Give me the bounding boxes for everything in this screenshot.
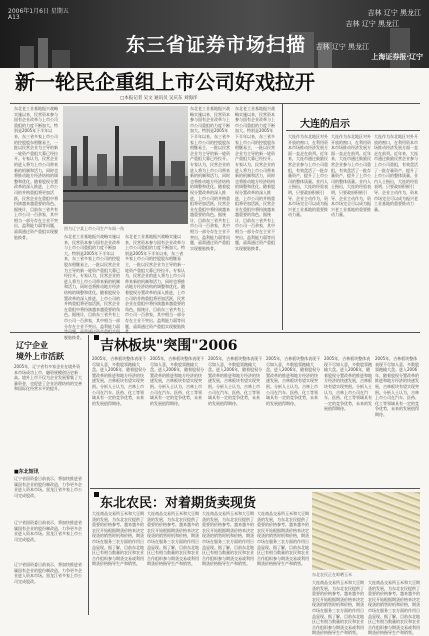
divider bbox=[10, 103, 420, 104]
corn-photo-caption: 东北农民正在晾晒玉米 bbox=[312, 572, 352, 577]
banner-ticker: 上海证券报·辽宁 bbox=[371, 53, 423, 61]
section-marker-icon bbox=[94, 492, 99, 497]
section-c-text-col4: 2005年，吉林板块整体表现不尽如人意，多数股票跑输大盘。进入2006年，随着股权分置改革的推进和地方经济的快速发展，吉林板块有望实现突围。分析人士认为，吉林上市公司在汽车、医药、化工等领域具有一定的竞争优势，未来的发展值得期待。 bbox=[266, 356, 321, 406]
main-article-text-col4: 东北老工业基地振兴战略实施以来，民营资本参与国有企业改革与上市公司重组的力度不断加大。特别是2005年下半年以来，东三省多家上市公司的控股股东相继易主，一批以民营企业为主导的新一轮资产重组大幕已经拉开。专家认为，民营企业的进入将为上市公司带来新的机制和活力，同时也将推动地方经济结构的调整和优化。随着股权分置改革的深入推进，上市公司的并购重组将更加活跃，民营企业在重组中将扮演越来越重要的角色。据统计，目前东三省共有上市公司一百余家，其中相当一部分存在主业不突出、盈利能力弱 脱胎换骨。 bbox=[64, 234, 120, 340]
section-marker-icon bbox=[94, 335, 99, 340]
section-title: 东三省证券市场扫描 bbox=[126, 34, 307, 56]
photo-caption: 图为辽宁某上市公司生产车间一角 bbox=[64, 226, 124, 231]
corn-photo bbox=[312, 492, 420, 570]
section-d-text: 大连商品交易所玉米和大豆期货的发展，为东北农民提供了重要的价格参考。越来越多的农民开始根据期货价格来决定现货的销售时机和价格，期货市场在服务三农方面的作用日益显现。据了解，目前东北地区已有相当数量的农民和农业合作组织参与期货交易或利用期货价格指导生产和销售。 bbox=[92, 511, 144, 567]
factory-photo bbox=[63, 106, 188, 224]
column-divider bbox=[88, 335, 89, 615]
section-d-text-col6: 大连商品交易所玉米和大豆期货的发展，为东北农民提供了重要的价格参考。越来越多的农民开始根据期货价格来决定现货的销售时机和价格，期货市场在服务三农方面的作用日益显现。据了解，目前东北地区已有相当数量的农民和农业合作组织参与期货交易或利用期货价格指导生产和销售。 bbox=[368, 580, 420, 636]
main-headline: 新一轮民企重组上市公司好戏拉开 bbox=[15, 70, 315, 94]
banner-ticker: 吉林 辽宁 黑龙江 bbox=[367, 9, 421, 17]
section-a-text: 大连作为东北地区对外开放的窗口，在利用资本市场推动经济发展方面一直走在前列。近年来，大连市通过鼓励民营企业参与上市公司重组，有效盘活了一批存量资产，提升了上市公司的整体质量。业内人士指出，大连的经验表明，只要政府积极引导、企业主动作为，资本市场完全可以成为振兴老工业基地的重要推动力量。 bbox=[288, 134, 328, 218]
banner-ticker: 吉林 辽宁 黑龙江 bbox=[345, 20, 399, 28]
section-c-text-col2: 2005年，吉林板块整体表现不尽如人意，多数股票跑输大盘。进入2006年，随着股权分置改革的推进和地方经济的快速发展，吉林板块有望实现突围。分析人士认为，吉林上市公司在汽车、医药、化工等领域具有一定的竞争优势，未来的发展值得期待。 bbox=[150, 356, 205, 406]
section-c-text-col5: 2005年，吉林板块整体表现不尽如人意，多数股票跑输大盘。进入2006年，随着股权分置改革的推进和地方经济的快速发展，吉林板块有望实现突围。分析人士认为，吉林上市公司在汽车、医药、化工等领域具有一定的竞争优势，未来的发展值得期待。 bbox=[324, 356, 372, 412]
section-c-text: 2005年，吉林板块整体表现不尽如人意，多数股票跑输大盘。进入2006年，随着股权分置改革的推进和地方经济的快速发展，吉林板块有望实现突围。分析人士认为，吉林上市公司在汽车、医药、化工等领域具有一定的竞争优势，未来的发展值得期待。 bbox=[92, 356, 147, 406]
sidebar-label: ■东北短讯 bbox=[14, 469, 39, 475]
divider bbox=[286, 130, 420, 131]
section-d-title: 东北农民：对着期货卖现货 bbox=[100, 496, 257, 511]
section-a-text-col3: 大连作为东北地区对外开放的窗口，在利用资本市场推动经济发展方面一直走在前列。近年来，大连市通过鼓励民营企业参与上市公司重组，有效盘活了一批存量资产，提升了上市公司的整体质量。业内人士指出，大连的经验表明，只要政府积极引导、企业主动作为，资本市场完全可以成为振兴老工业基地的重要推动力量。 bbox=[374, 134, 418, 212]
column-divider bbox=[282, 104, 283, 330]
skyline-building bbox=[390, 28, 410, 68]
factory-illustration bbox=[63, 106, 188, 224]
skyline-building bbox=[20, 46, 34, 68]
divider bbox=[90, 488, 420, 489]
skyline-building bbox=[38, 38, 48, 68]
section-a-text-col2: 大连作为东北地区对外开放的窗口，在利用资本市场推动经济发展方面一直走在前列。近年来，大连市通过鼓励民营企业参与上市公司重组，有效盘活了一批存量资产，提升了上市公司的整体质量。业内人士指出，大连的经验表明，只要政府积极引导、企业主动作为，资本市场完全可以成为振兴老工业基地的重要推动力量。 bbox=[331, 134, 371, 218]
masthead-banner bbox=[0, 0, 429, 68]
sidebar-text-2: 辽宁省国资委日前表示，将加快推进省属国有企业的股份制改造，力争更多企业进入资本市场。黑龙江省多家上市公司完成股改。 bbox=[14, 520, 82, 542]
issue-date: 2006年1月6日 星期五 bbox=[8, 8, 69, 15]
section-d-text-col3: 大连商品交易所玉米和大豆期货的发展，为东北农民提供了重要的价格参考。越来越多的农民开始根据期货价格来决定现货的销售时机和价格，期货市场在服务三农方面的作用日益显现。据了解，目前东北地区已有相当数量的农民和农业合作组织参与期货交易或利用期货价格指导生产和销售。 bbox=[202, 511, 254, 567]
section-c-title: 吉林板块"突围"2006 bbox=[100, 338, 238, 354]
main-byline: □本报记者 吴文 通讯员 吴庆东 刘海洋 bbox=[120, 96, 198, 101]
main-article-text: 东北老工业基地振兴战略实施以来，民营资本参与国有企业改革与上市公司重组的力度不断加大。特别是2005年下半年以来，东三省多家上市公司的控股股东相继易主，一批以民营企业为主导的新一轮资产重组大幕已经拉开。专家认为，民营企业的进入将为上市公司带来新的机制和活力，同时也将推动地方经济结构的调整和优化。随着股权分置改革的深入推进，上市公司的并购重组将更加活跃，民营企业在重组中将扮演越来越重要的角色。据统计，目前东三省共有上市公司一百余家，其中相当一部分存在主业不突出、盈利能力弱等问题，亟需通过资产重组实现脱胎换骨。 bbox=[14, 106, 58, 240]
banner-ticker: 吉林 辽宁 黑龙江 bbox=[315, 43, 369, 51]
main-article-text-col5: 东北老工业基地振兴战略实施以来，民营资本参与国有企业改革与上市公司重组的力度不断加大。特别是2005年下半年以来，东三省多家上市公司的控股股东相继易主，一批以民营企业为主导的新一轮资产重组大幕已经拉开。专家认为，民营企业的进入将为上市公司带来新的机制和活力，同时也将推动地方经济结构的调整和优化。随着股权分置改革的深入推进，上市公司的并购重组将更加活跃，民营企业在重组中将扮演越来越重要的角色。据统计，目前东三省共有上市公司一百余家，其中相当一部分存在主业不突出、盈利能力弱等问题，亟需通过资产重组实现脱胎换 bbox=[125, 234, 185, 329]
page-number: A13 bbox=[8, 14, 20, 21]
divider bbox=[10, 332, 420, 333]
section-d-text-col2: 大连商品交易所玉米和大豆期货的发展，为东北农民提供了重要的价格参考。越来越多的农民开始根据期货价格来决定现货的销售时机和价格，期货市场在服务三农方面的作用日益显现。据了解，目前东北地区已有相当数量的农民和农业合作组织参与期货交易或利用期货价格指导生产和销售。 bbox=[147, 511, 199, 567]
section-c-text-col3: 2005年，吉林板块整体表现不尽如人意，多数股票跑输大盘。进入2006年，随着股权分置改革的推进和地方经济的快速发展，吉林板块有望实现突围。分析人士认为，吉林上市公司在汽车、医药、化工等领域具有一定的竞争优势，未来的发展值得期待。 bbox=[208, 356, 263, 406]
section-a-title: 大连的启示 bbox=[300, 119, 350, 130]
section-b-text: 2005年，辽宁省有多家企业在境外资本市场成功上市，融资规模创历史新高。境外上市不仅为企业发展筹集了大量资金，也促进了企业治理结构的完善和国际化经营水平的提升。 bbox=[14, 364, 82, 392]
section-d-text-col4: 大连商品交易所玉米和大豆期货的发展，为东北农民提供了重要的价格参考。越来越多的农民开始根据期货价格来决定现货的销售时机和价格，期货市场在服务三农方面的作用日益显现。据了解，目前东北地区已有相当数量的农民和农业合作组织参与期货交易或利用期货价格指导生产和销售。 bbox=[257, 511, 309, 567]
main-article-text-col3: 东北老工业基地振兴战略实施以来，民营资本参与国有企业改革与上市公司重组的力度不断加大。特别是2005年下半年以来，东三省多家上市公司的控股股东相继易主，一批以民营企业为主导的新一轮资产重组大幕已经拉开。专家认为，民营企业的进入将为上市公司带来新的机制和活力，同时也将推动地方经济结构的调整和优化。随着股权分置改革的深入推进，上市公司的并购重组将更加活跃，民营企业在重组中将扮演越来越重要的角色。据统计，目前东三省共有上市公司一百余家，其中相当一部分存在主业不突出、盈利能力弱等问题，亟需通过资产重组实现脱胎换骨。 bbox=[235, 106, 275, 251]
section-d-text-col5: 大连商品交易所玉米和大豆期货的发展，为东北农民提供了重要的价格参考。越来越多的农民开始根据期货价格来决定现货的销售时机和价格，期货市场在服务三农方面的作用日益显现。据了解，目前东北地区已有相当数量的农民和农业合作组织参与期货交易或利用期货价格指导生产和销售。 bbox=[312, 580, 364, 636]
section-c-text-col6: 2005年，吉林板块整体表现不尽如人意，多数股票跑输大盘。进入2006年，随着股权分置改革的推进和地方经济的快速发展，吉林板块有望实现突围。分析人士认为，吉林上市公司在汽车、医药、化工等领域具有一定的竞争优势，未来的发展值得期待。 bbox=[375, 356, 419, 417]
sidebar-text-3: 辽宁省国资委日前表示，将加快推进省属国有企业的股份制改造，力争更多企业进入资本市场。黑龙江省多家上市公司完成股改。 bbox=[14, 562, 82, 584]
sidebar-text: 辽宁省国资委日前表示，将加快推进省属国有企业的股份制改造，力争更多企业进入资本市场。黑龙江省多家上市公司完成股改。 bbox=[14, 476, 82, 498]
section-b-title2: 境外上市活跃 bbox=[16, 352, 64, 361]
main-article-text-col2: 东北老工业基地振兴战略实施以来，民营资本参与国有企业改革与上市公司重组的力度不断加大。特别是2005年下半年以来，东三省多家上市公司的控股股东相继易主，一批以民营企业为主导的新一轮资产重组大幕已经拉开。专家认为，民营企业的进入将为上市公司带来新的机制和活力，同时也将推动地方经济结构的调整和优化。随着股权分置改革的深入推进，上市公司的并购重组将更加活跃，民营企业在重组中将扮演越来越重要的角色。据统计，目前东三省共有上市公司一百余家，其中相当一部分存在主业不突出、盈利能力弱等问题，亟需通过资产重组实现脱胎换骨。 bbox=[190, 106, 230, 251]
section-b-title: 辽宁企业 bbox=[16, 341, 48, 350]
